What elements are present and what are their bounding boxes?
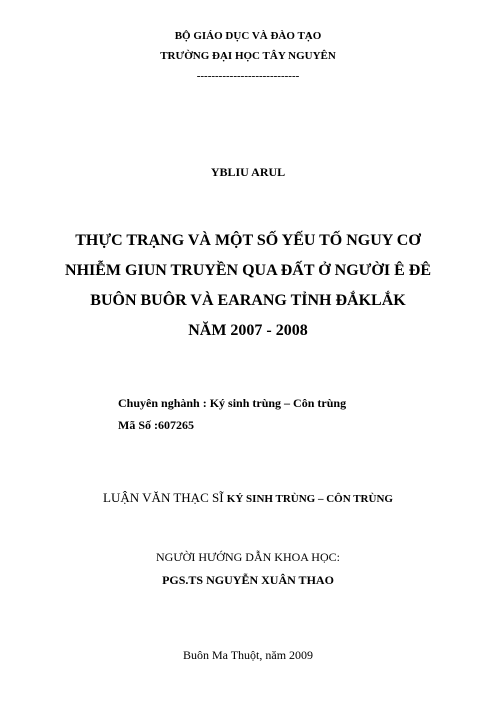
place-and-date: Buôn Ma Thuột, năm 2009	[182, 648, 314, 662]
advisor-name: PGS.TS NGUYỄN XUÂN THAO	[162, 573, 334, 587]
degree-label: LUẬN VĂN THẠC SĨ	[103, 490, 224, 505]
degree-line	[0, 490, 496, 506]
university-name: TRƯỜNG ĐẠI HỌC TÂY NGUYÊN	[160, 50, 336, 62]
header-divider: ----------------------------	[196, 70, 300, 82]
specialty-code: Mã Số :607265	[118, 418, 194, 432]
thesis-title-line-3: BUÔN BUÔR VÀ EARANG TỈNH ĐẮKLẮK	[90, 292, 406, 309]
thesis-title-line-2: NHIỄM GIUN TRUYỀN QUA ĐẤT Ở NGƯỜI Ê ĐÊ	[65, 262, 431, 279]
author-name: YBLIU ARUL	[210, 165, 286, 179]
specialty-line: Chuyên nghành : Ký sinh trùng – Côn trùng	[118, 396, 347, 410]
advisor-label: NGƯỜI HƯỚNG DẪN KHOA HỌC:	[156, 550, 340, 564]
ministry-name: BỘ GIÁO DỤC VÀ ĐÀO TẠO	[174, 30, 322, 42]
thesis-title-line-4: NĂM 2007 - 2008	[188, 322, 308, 339]
degree-field: KÝ SINH TRÙNG – CÔN TRÙNG	[226, 493, 393, 505]
thesis-title-line-1: THỰC TRẠNG VÀ MỘT SỐ YẾU TỐ NGUY CƠ	[75, 232, 421, 249]
